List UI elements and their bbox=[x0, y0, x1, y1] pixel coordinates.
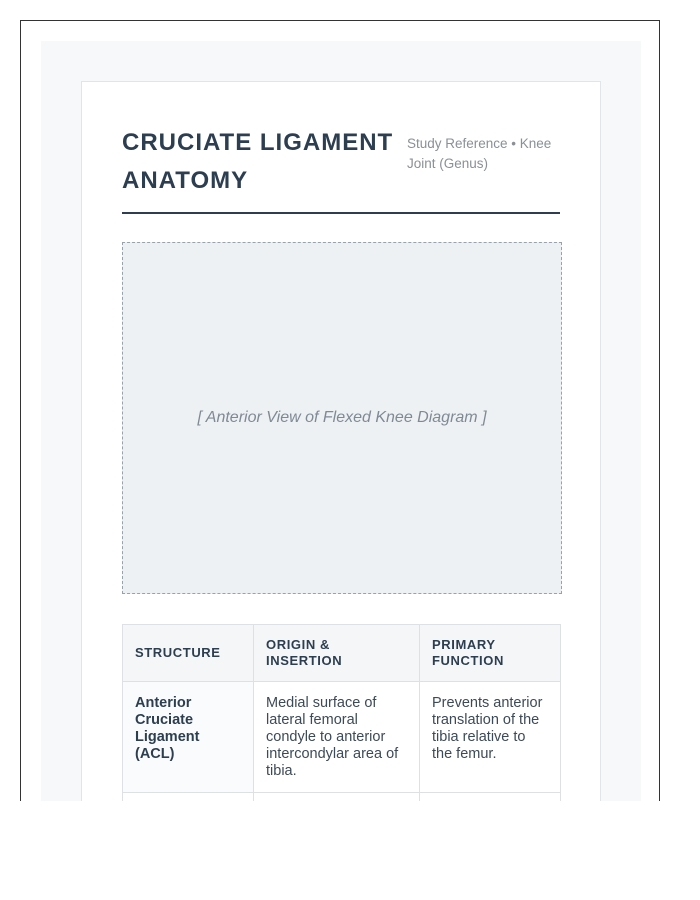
table-row bbox=[123, 793, 561, 802]
page-background bbox=[41, 41, 641, 801]
document-title: CRUCIATE LIGAMENT ANATOMY bbox=[122, 129, 394, 194]
cell-primary-function: Prevents anterior translation of the tibia relative to the femur. bbox=[420, 682, 561, 793]
cell-origin-insertion: Medial surface of lateral femoral condyle to anterior intercondylar area of tibia. bbox=[254, 682, 420, 793]
diagram-caption: [ Anterior View of Flexed Knee Diagram ] bbox=[197, 409, 487, 426]
cell-empty bbox=[123, 793, 254, 802]
header-origin-insertion: ORIGIN & INSERTION bbox=[254, 625, 420, 682]
document-subtitle: Study Reference • Knee Joint (Genus) bbox=[407, 136, 552, 171]
diagram-placeholder bbox=[122, 242, 562, 594]
cell-empty bbox=[254, 793, 420, 802]
table-row bbox=[123, 682, 561, 793]
cell-empty bbox=[420, 793, 561, 802]
document-header bbox=[122, 122, 560, 214]
ligament-table bbox=[122, 624, 561, 801]
page-frame bbox=[20, 20, 660, 801]
reference-sheet bbox=[81, 81, 601, 801]
table-header-row bbox=[123, 625, 561, 682]
header-structure: STRUCTURE bbox=[123, 625, 254, 682]
cell-structure: Anterior Cruciate Ligament (ACL) bbox=[123, 682, 254, 793]
header-primary-function: PRIMARY FUNCTION bbox=[420, 625, 561, 682]
